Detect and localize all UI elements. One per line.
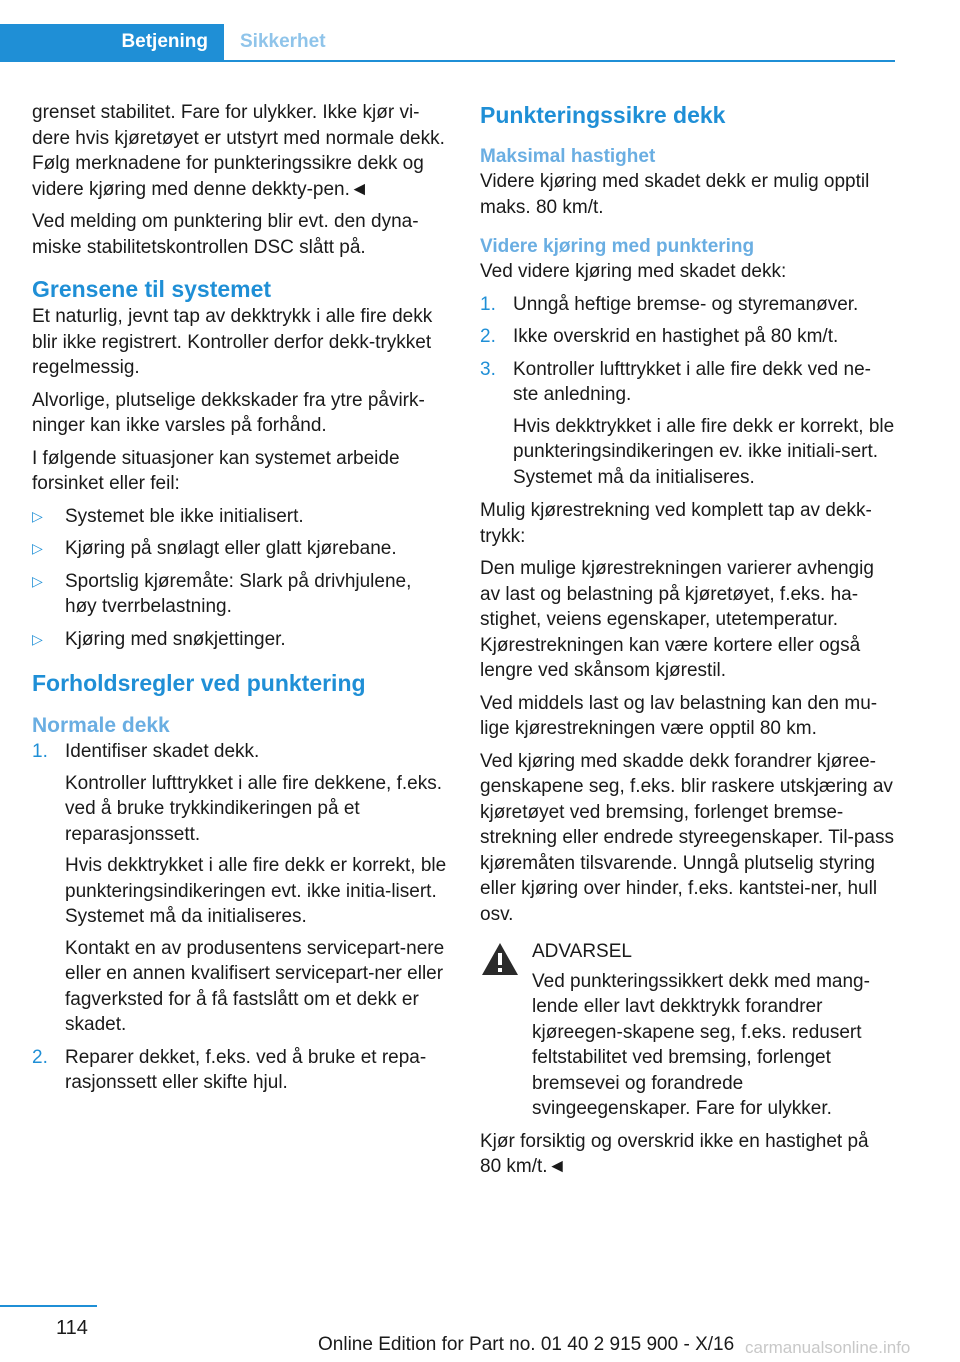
watermark: carmanualsonline.info [745,1338,911,1357]
step-number: 1. [480,293,496,315]
header-rule [0,60,895,62]
page-number: 114 [56,1317,88,1339]
warning-box [480,939,895,1122]
list-item: 2. Reparer dekket, f.eks. ved å bruke et repa-rasjonssett eller skifte hjul. [32,1046,427,1093]
triangle-bullet-icon: ▷ [32,540,43,556]
left-column [32,100,447,1104]
tab-betjening-label: Betjening [121,31,208,52]
right-column [480,100,895,1187]
paragraph: Ved videre kjøring med skadet dekk: [480,261,787,282]
warning-triangle-icon [480,941,520,977]
heading-continue-driving: Videre kjøring med punktering [480,236,755,257]
bullet-list [32,504,447,653]
numbered-list [480,292,895,491]
step-number: 2. [480,326,496,347]
page-number-rule [0,1305,97,1307]
numbered-list [32,739,447,1096]
list-item: ▷ Systemet ble ikke initialisert. [32,504,447,530]
paragraph: grenset stabilitet. Fare for ulykker. Ikke kjør vi-dere hvis kjøretøyet er utstyrt med normale dekk. Følg merknadene for punkteringssikre dekk og videre kjøring med denne dekkty-pen.◄ [32,102,445,200]
heading-runflat-tires: Punkteringssikre dekk [480,102,726,128]
paragraph: Videre kjøring med skadet dekk er mulig opptil maks. 80 km/t. [480,171,870,218]
list-item: 2. Ikke overskrid en hastighet på 80 km/t. [480,324,895,350]
list-item: ▷ Kjøring på snølagt eller glatt kjørebane. [32,536,447,562]
paragraph: Et naturlig, jevnt tap av dekktrykk i alle fire dekk blir ikke registrert. Kontroller derfor dekk-trykket regelmessig. [32,306,433,378]
list-item: 3. Kontroller lufttrykket i alle fire dekk ved ne-ste anledning. Hvis dekktrykket i alle fire dekk er korrekt, ble punkteringsindikeringen ev. ikke initiali-sert. Systemet må da initialiseres. [480,358,895,488]
triangle-bullet-icon: ▷ [32,630,43,647]
paragraph: Ved melding om punktering blir evt. den dyna-miske stabilitetskontrollen DSC slått på. [32,211,419,258]
heading-normal-tires: Normale dekk [32,714,170,737]
list-item: 1. Unngå heftige bremse- og styremanøver. [480,292,895,318]
heading-precautions: Forholdsregler ved punktering [32,670,366,696]
paragraph: Ved middels last og lav belastning kan den mu-lige kjørestrekningen være opptil 80 km. [480,692,878,739]
list-item: ▷ Sportslig kjøremåte: Slark på drivhjulene, høy tverrbelastning. [32,570,412,617]
paragraph: Ved kjøring med skadde dekk forandrer kjøree-genskapene seg, f.eks. blir raskere utskjæring av kjøretøyet ved bremsing, forlenget bremse-strekning eller endrede styreegenskaper. Til-pass kjøremåten tilsvarende. Unngå plutselig styring eller kjøring over hinder, f.eks. kantstei-ner, hull osv. [480,750,895,925]
list-item: 1. Identifiser skadet dekk. Kontroller lufttrykket i alle fire dekkene, f.eks. ved å bruke trykkindikeringen på et reparasjonssett. Hvis dekktrykket i alle fire dekk er korrekt, ble punkteringsindikeringen evt. ikke initia-lisert. Systemet må da initialiseres. Kontakt en av produsentens servicepart-nere eller en annen kvalifisert servicepart-ner eller fagverksted for å få fastslått om et dekk er skadet. [32,741,447,1035]
tab-sikkerhet[interactable]: Sikkerhet [240,31,326,52]
triangle-bullet-icon: ▷ [32,572,43,589]
step-number: 2. [32,1046,48,1068]
paragraph: Mulig kjørestrekning ved komplett tap av dekk-trykk: [480,500,872,547]
triangle-bullet-icon: ▷ [32,507,43,524]
warning-text: Ved punkteringssikkert dekk med mang-lende eller lavt dekktrykk forandrer kjøreegen-skapene seg, f.eks. redusert feltstabilitet ved bremsing, forlenget bremsevei og forandrede svingeegenskaper. Fare for ulykker. [532,970,870,1119]
warning-title: ADVARSEL [532,941,632,962]
paragraph: Alvorlige, plutselige dekkskader fra ytre påvirk-ninger kan ikke varsles på forhånd. [32,389,425,436]
paragraph: Den mulige kjørestrekningen varierer avhengig av last og belastning på kjøretøyet, f.eks. ha-stighet, veiens egenskaper, utetemperatur. Kjørestrekningen kan være kortere eller også lengre ved skånsom kjørestil. [480,558,874,681]
section-tabs [0,24,895,62]
heading-system-limits: Grensene til systemet [32,276,272,302]
edition-note: Online Edition for Part no. 01 40 2 915 900 - X/16 [318,1334,735,1355]
paragraph: Kjør forsiktig og overskrid ikke en hastighet på 80 km/t.◄ [480,1130,869,1177]
list-item: ▷ Kjøring med snøkjettinger. [32,627,447,653]
step-number: 1. [32,741,48,762]
tab-betjening[interactable] [0,24,224,60]
heading-max-speed: Maksimal hastighet [480,146,656,167]
paragraph: I følgende situasjoner kan systemet arbeide forsinket eller feil: [32,447,400,494]
step-number: 3. [480,358,496,380]
